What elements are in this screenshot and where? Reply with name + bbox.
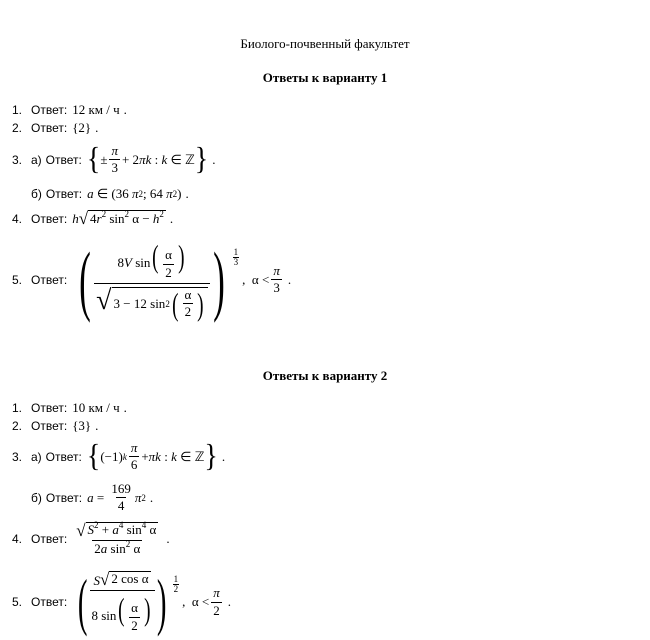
subpart-label: б): [31, 490, 42, 505]
v2-answer-3b: б) Ответ: a = $\frac{169}{4}$ π 2 .: [31, 481, 154, 514]
v1-answer-1: 1. Ответ: 12 км / ч .: [12, 102, 127, 117]
answer-label: Ответ:: [45, 152, 82, 167]
v2-answer-2: 2. Ответ: {3} .: [12, 418, 99, 433]
answer-number: 4.: [12, 211, 23, 226]
answer-label: Ответ:: [31, 532, 68, 547]
v1-answer-3b: б) Ответ: a ∈ (36 π 2 ; 64 π 2 ) .: [31, 186, 189, 201]
condition-text: α <: [251, 271, 270, 287]
formula: ( S √ 2 cos α 8 sin( $\frac{\alpha}{2}$ ) ) 1 2 , α < $\frac{\pi}{2}$: [78, 566, 220, 637]
answer-value: 12 км / ч: [72, 102, 120, 117]
subpart-label: б): [31, 187, 42, 201]
answer-number: 2.: [12, 121, 23, 135]
variant-2-title: Ответы к варианту 2: [262, 368, 388, 383]
variant-1-title: Ответы к варианту 1: [262, 70, 388, 85]
answer-number: 5.: [12, 595, 23, 609]
subpart-label: а): [31, 152, 42, 167]
formula: h √ $4r^2$ $\sin^2 \alpha - h^2$: [72, 209, 164, 228]
v1-answer-2: 2. Ответ: {2} .: [12, 120, 99, 135]
formula: { (−1) k $\frac{\pi}{6}$ + πk : k ∈ ℤ }: [86, 438, 218, 475]
v1-answer-5: 5. Ответ: ( 8V sin( $\frac{\alpha}{2}$ ) √ 3 − 12 sin 2 ( $\frac{\alpha}{2}$ ) ) 1 3 , α < $\frac{\pi}{3}$ .: [12, 235, 292, 323]
answer-label: Ответ:: [31, 103, 68, 117]
v2-answer-3a: 3. а) Ответ: { (−1) k $\frac{\pi}{6}$ + πk : k ∈ ℤ } .: [12, 438, 226, 475]
answer-value: 10 км / ч: [72, 400, 120, 415]
formula: ( 8V sin( $\frac{\alpha}{2}$ ) √ 3 − 12 sin 2 ( $\frac{\alpha}{2}$ ) ) 1 3 , α < $\frac{\pi}{3}$: [79, 235, 280, 323]
formula: { ± $\frac{\pi}{3}$ + 2 πk : k ∈ ℤ }: [86, 141, 209, 178]
answer-label: Ответ:: [31, 419, 68, 433]
v2-answer-5: 5. Ответ: ( S √ 2 cos α 8 sin( $\frac{\alpha}{2}$ ) ) 1 2 , α < $\frac{\pi}{2}$ .: [12, 566, 232, 637]
condition-text: α <: [191, 594, 210, 609]
formula: √ $S^2 + a^4$ $\sin^4 \alpha$ 2a $\sin^2 \alpha$: [76, 520, 157, 557]
answer-label: Ответ:: [31, 595, 68, 609]
answer-number: 5.: [12, 272, 23, 287]
v1-answer-4: 4. Ответ: h √ $4r^2$ $\sin^2 \alpha - h^2$ .: [12, 209, 174, 228]
answer-number: 4.: [12, 532, 23, 547]
answer-label: Ответ:: [31, 272, 68, 287]
answer-number: 1.: [12, 401, 23, 415]
answer-number: 2.: [12, 419, 23, 433]
answer-label: Ответ:: [31, 211, 68, 226]
answer-number: 3.: [12, 449, 23, 464]
subpart-label: а): [31, 449, 42, 464]
v2-answer-4: 4. Ответ: √ $S^2 + a^4$ $\sin^4 \alpha$ 2a $\sin^2 \alpha$ .: [12, 520, 170, 557]
formula: a = $\frac{169}{4}$ π 2: [87, 481, 146, 514]
v1-answer-3a: 3. а) Ответ: { ± $\frac{\pi}{3}$ + 2 πk : k ∈ ℤ } .: [12, 141, 216, 178]
answer-value: {2}: [72, 120, 92, 135]
formula: a ∈ (36 π 2 ; 64 π 2 ): [87, 186, 182, 201]
faculty-title: Биолого-почвенный факультет: [240, 36, 410, 51]
answer-value: {3}: [72, 418, 92, 433]
answer-label: Ответ:: [31, 121, 68, 135]
answer-label: Ответ:: [45, 187, 83, 201]
answer-label: Ответ:: [45, 490, 83, 505]
v2-answer-1: 1. Ответ: 10 км / ч .: [12, 400, 127, 415]
answer-label: Ответ:: [45, 449, 82, 464]
answer-label: Ответ:: [31, 401, 68, 415]
answer-number: 3.: [12, 152, 23, 167]
answer-number: 1.: [12, 103, 23, 117]
